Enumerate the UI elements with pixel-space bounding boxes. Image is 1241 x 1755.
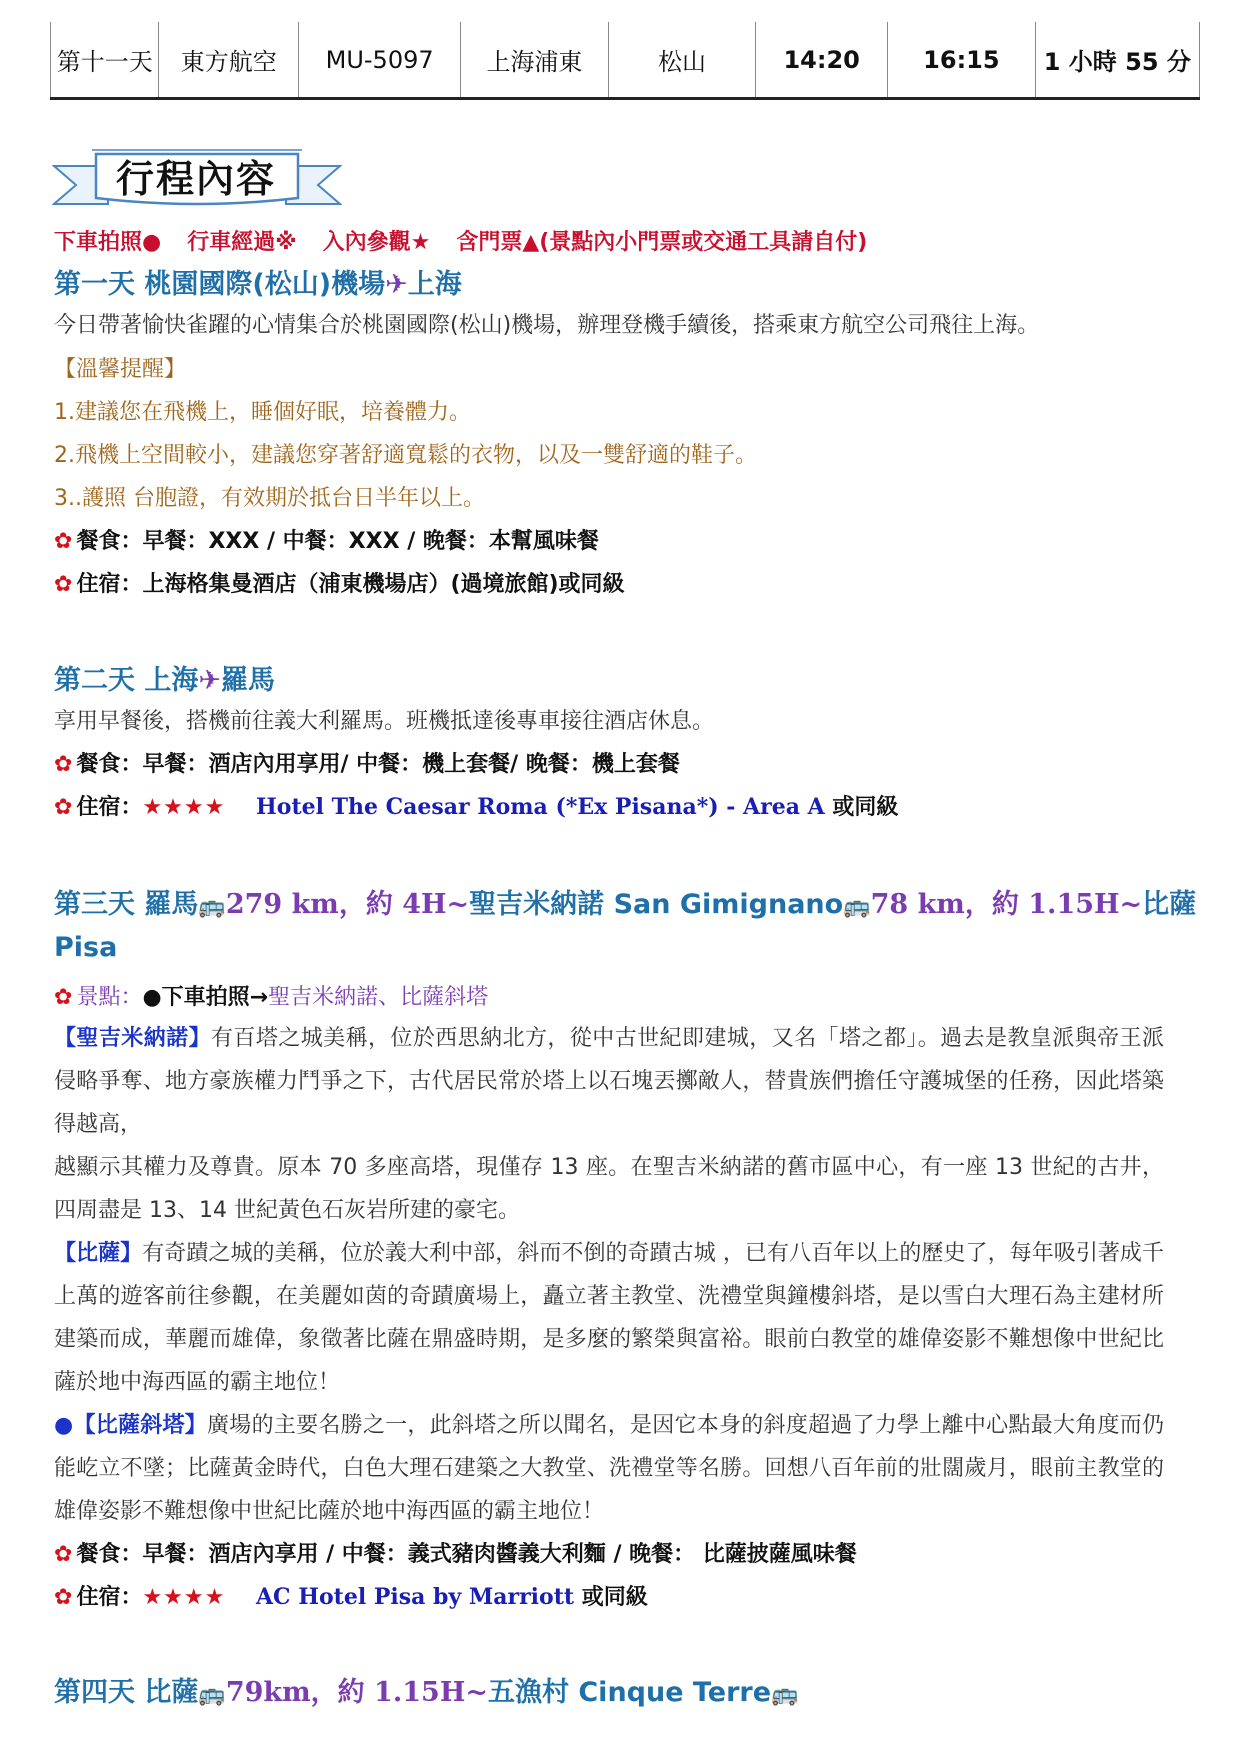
flower-icon: ✿ <box>54 529 73 554</box>
day3-sights: ✿ 景點：●下車拍照→聖吉米納諾、比薩斜塔 <box>54 985 489 1010</box>
flight-number: MU-5097 <box>299 22 461 99</box>
day2-meal: ✿ 餐食：早餐：酒店內用享用/ 中餐：機上套餐/ 晚餐：機上套餐 <box>54 752 680 777</box>
hotel-name: AC Hotel Pisa by Marriott <box>255 1584 575 1610</box>
section-banner <box>52 148 342 218</box>
flight-table <box>50 22 1200 100</box>
day3-stay: ✿ 住宿：★★★★ AC Hotel Pisa by Marriott 或同級 <box>54 1584 648 1610</box>
day3-para-tower: ●【比薩斜塔】廣場的主要名勝之一，此斜塔之所以聞名，是因它本身的斜度超過了力學上離中心點最大角度而仍能屹立不墜；比薩黃金時代，白色大理石建築之大教堂、洗禮堂等名勝。回想八百年前的壯闊歲月，眼前主教堂的雄偉姿影不難想像中世紀比薩於地中海西區的霸主地位！ <box>54 1413 1164 1524</box>
legend-ticket: 含門票▲(景點內小門票或交通工具請自付) <box>456 230 868 255</box>
legend-visit: 入內參觀★ <box>322 230 431 255</box>
star-rating: ★★★★ <box>142 1585 226 1610</box>
day4-title: 第四天 比薩🚌79km，約 1.15H~五漁村 Cinque Terre🚌 <box>54 1677 799 1708</box>
bus-icon: 🚌 <box>198 894 226 919</box>
bus-icon: 🚌 <box>198 1682 226 1707</box>
flower-icon: ✿ <box>54 752 73 777</box>
day1-meal: ✿ 餐食：早餐：XXX / 中餐：XXX / 晚餐：本幫風味餐 <box>54 529 599 554</box>
day3-title: 第三天 羅馬🚌279 km，約 4H~聖吉米納諾 San Gimignano🚌78 km，約 1.15H~比薩 <box>54 889 1197 920</box>
legend-photo: 下車拍照● <box>54 230 162 255</box>
day3-para-sangimignano: 【聖吉米納諾】有百塔之城美稱，位於西思納北方，從中古世紀即建城，又名「塔之都」。過去是教皇派與帝王派侵略爭奪、地方豪族權力鬥爭之下，古代居民常於塔上以石塊丟擲敵人，替貴族們擔任守護城堡的任務，因此塔築得越高， 越顯示其權力及尊貴。原本 70 多座高塔，現僅存 13 座。在聖吉米納諾的舊市區中心，有一座 13 世紀的古井，四周盡是 13、14 世紀黃色石灰岩所建的豪宅。 <box>54 1026 1164 1223</box>
day1-tip-2: 2.飛機上空間較小，建議您穿著舒適寬鬆的衣物，以及一雙舒適的鞋子。 <box>54 443 757 468</box>
plane-icon: ✈ <box>385 269 408 300</box>
flight-airline: 東方航空 <box>159 22 299 99</box>
flower-icon: ✿ <box>54 1542 73 1567</box>
day2-desc: 享用早餐後，搭機前往義大利羅馬。班機抵達後專車接往酒店休息。 <box>54 709 715 734</box>
flower-icon: ✿ <box>54 795 73 820</box>
day3-para-pisa: 【比薩】有奇蹟之城的美稱，位於義大利中部，斜而不倒的奇蹟古城 ，已有八百年以上的歷史了，每年吸引著成千上萬的遊客前往參觀，在美麗如茵的奇蹟廣場上，矗立著主教堂、洗禮堂與鐘樓斜塔，是以雪白大理石為主建材所建築而成，華麗而雄偉，象徵著比薩在鼎盛時期，是多麼的繁榮與富裕。眼前白教堂的雄偉姿影不難想像中世紀比薩於地中海西區的霸主地位！ <box>54 1241 1164 1395</box>
day2-stay: ✿ 住宿：★★★★ Hotel The Caesar Roma (*Ex Pisana*) - Area A 或同級 <box>54 794 899 820</box>
flight-depart: 14:20 <box>756 22 888 99</box>
day1-tip-title: 【溫馨提醒】 <box>54 357 187 382</box>
day1-tip-3: 3..護照 台胞證，有效期於抵台日半年以上。 <box>54 486 485 511</box>
day1-tip-1: 1.建議您在飛機上，睡個好眠，培養體力。 <box>54 400 471 425</box>
legend-pass: 行車經過※ <box>187 230 297 255</box>
star-rating: ★★★★ <box>142 795 226 820</box>
flower-icon: ✿ <box>54 985 73 1010</box>
symbol-legend <box>54 225 893 256</box>
plane-icon: ✈ <box>198 665 222 696</box>
flight-from: 上海浦東 <box>461 22 609 99</box>
day3-meal: ✿ 餐食：早餐：酒店內享用 / 中餐：義式豬肉醬義大利麵 / 晚餐： 比薩披薩風味餐 <box>54 1542 857 1567</box>
flower-icon: ✿ <box>54 572 73 597</box>
flight-arrive: 16:15 <box>888 22 1036 99</box>
hotel-name: Hotel The Caesar Roma (*Ex Pisana*) - Area A <box>255 794 825 820</box>
bus-icon: 🚌 <box>771 1682 799 1707</box>
flight-row <box>51 22 1200 99</box>
day1-stay: ✿ 住宿：上海格集曼酒店（浦東機場店）(過境旅館)或同級 <box>54 572 625 597</box>
day1-desc: 今日帶著愉快雀躍的心情集合於桃園國際(松山)機場，辦理登機手續後，搭乘東方航空公司飛往上海。 <box>54 313 1040 338</box>
flight-day: 第十一天 <box>51 22 159 99</box>
flower-icon: ✿ <box>54 1585 73 1610</box>
day2-title: 第二天 上海✈羅馬 <box>54 665 276 696</box>
flight-to: 松山 <box>608 22 756 99</box>
bus-icon: 🚌 <box>843 894 871 919</box>
day3-title-cont: Pisa <box>54 932 118 963</box>
day1-title: 第一天 桃園國際(松山)機場✈上海 <box>54 269 462 300</box>
banner-title: 行程內容 <box>115 157 276 201</box>
flight-duration: 1 小時 55 分 <box>1035 22 1199 99</box>
